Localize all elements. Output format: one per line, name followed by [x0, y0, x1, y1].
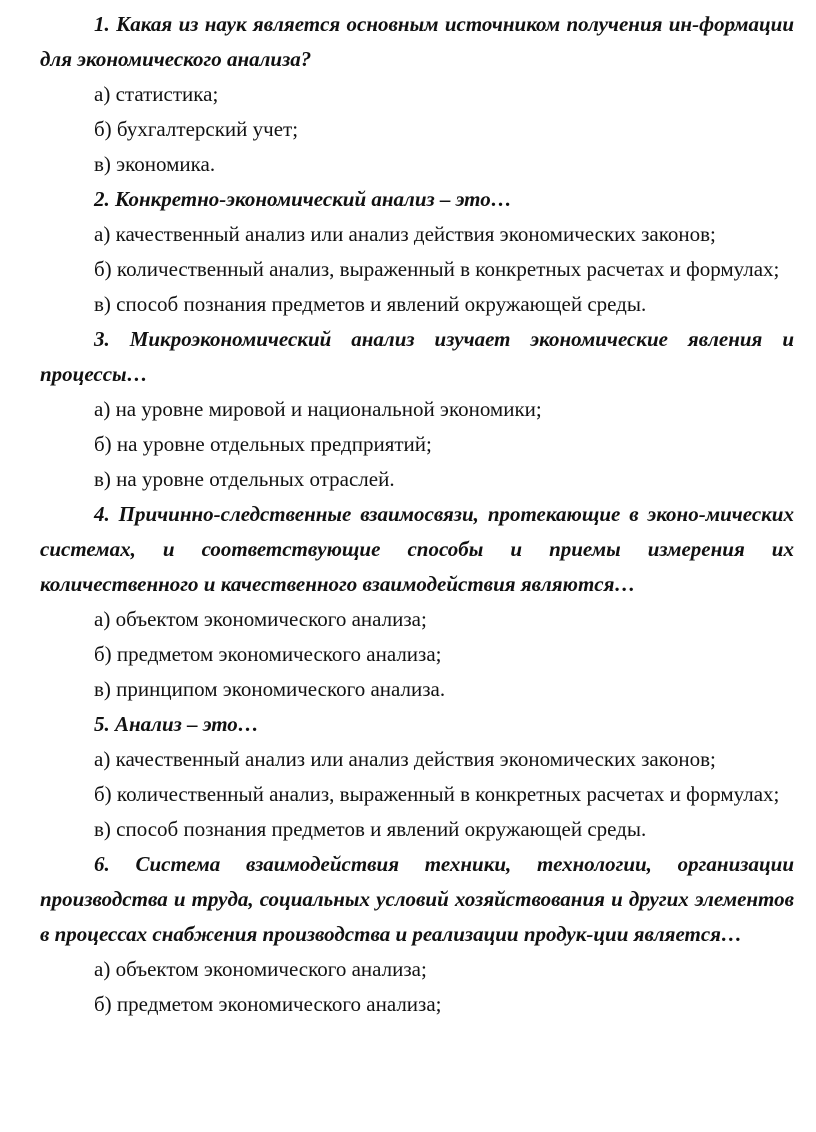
answer-2a: а) качественный анализ или анализ действия экономических законов;: [94, 222, 716, 246]
question-3: 3. Микроэкономический анализ изучает экономические явления и процессы…: [40, 327, 794, 386]
answer-5a: а) качественный анализ или анализ действия экономических законов;: [94, 747, 716, 771]
answer-6b: б) предметом экономического анализа;: [94, 992, 442, 1016]
answer-4b: б) предметом экономического анализа;: [94, 642, 442, 666]
answer-4a: а) объектом экономического анализа;: [94, 607, 427, 631]
question-4: 4. Причинно-следственные взаимосвязи, протекающие в эконо-мических системах, и соответствующие способы и приемы измерения их количественного и качественного взаимодействия являются…: [40, 502, 794, 596]
question-6: 6. Система взаимодействия техники, технологии, организации производства и труда, социальных условий хозяйствования и других элементов в процессах снабжения производства и реализации продук-ции является…: [40, 852, 794, 946]
question-1: 1. Какая из наук является основным источником получения ин-формации для экономического анализа?: [40, 12, 794, 71]
answer-5b: б) количественный анализ, выраженный в конкретных расчетах и формулах;: [94, 782, 780, 806]
answer-1b: б) бухгалтерский учет;: [94, 117, 299, 141]
answer-1c: в) экономика.: [94, 152, 216, 176]
answer-1a: а) статистика;: [94, 82, 219, 106]
question-2: 2. Конкретно-экономический анализ – это…: [94, 187, 512, 211]
answer-6a: а) объектом экономического анализа;: [94, 957, 427, 981]
document-page: [40, 7, 794, 1022]
answer-3b: б) на уровне отдельных предприятий;: [94, 432, 432, 456]
answer-2c: в) способ познания предметов и явлений окружающей среды.: [94, 292, 647, 316]
answer-2b: б) количественный анализ, выраженный в конкретных расчетах и формулах;: [94, 257, 780, 281]
answer-5c: в) способ познания предметов и явлений окружающей среды.: [94, 817, 647, 841]
answer-3c: в) на уровне отдельных отраслей.: [94, 467, 395, 491]
answer-3a: а) на уровне мировой и национальной экономики;: [94, 397, 542, 421]
answer-4c: в) принципом экономического анализа.: [94, 677, 446, 701]
question-5: 5. Анализ – это…: [94, 712, 259, 736]
